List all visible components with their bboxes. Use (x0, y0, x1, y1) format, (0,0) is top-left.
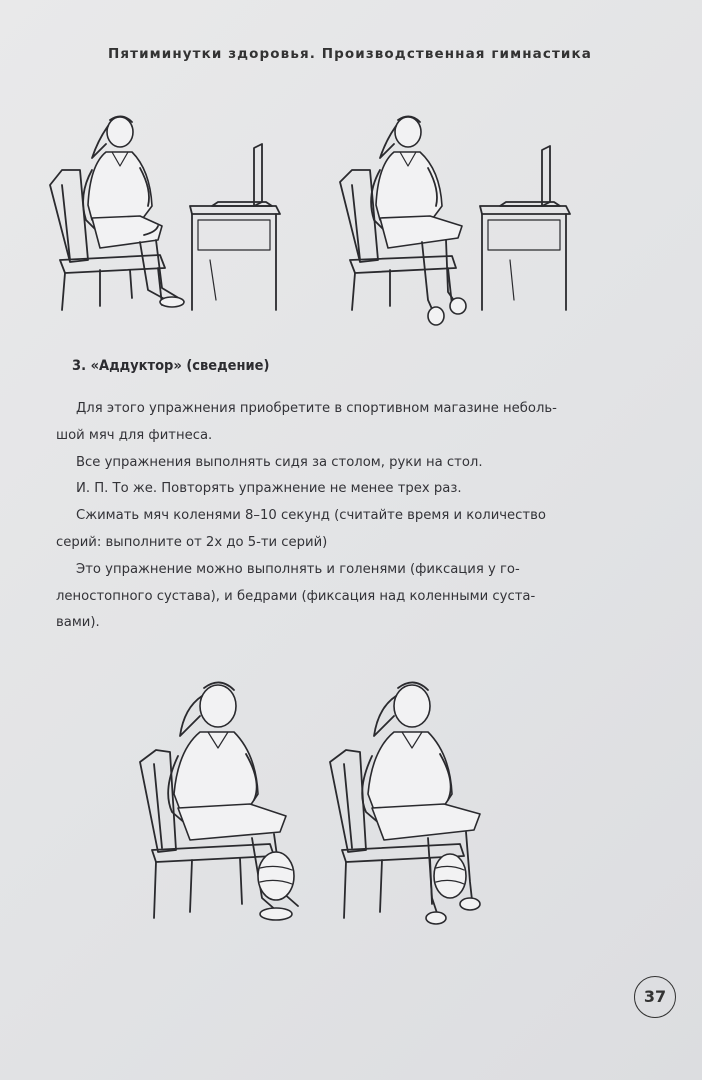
text-line: вами). (56, 615, 100, 631)
seated-woman-ball-shins-drawing (130, 672, 320, 932)
exercise-heading: 3. «Аддуктор» (сведение) (72, 358, 270, 374)
text-line: Это упражнение можно выполнять и голенями (фиксация у го- (76, 561, 520, 577)
text-line: леностопного сустава), и бедрами (фиксация над коленными суста- (56, 588, 536, 604)
text-line: шой мяч для фитнеса. (56, 427, 213, 443)
illustration-bottom-left (130, 672, 320, 932)
text-line: серий: выполните от 2х до 5-ти серий) (56, 534, 328, 550)
text-line: Сжимать мяч коленями 8–10 секунд (считайте время и количество (76, 508, 546, 524)
seated-woman-desk-squeeze-drawing (330, 110, 590, 330)
illustration-top-right (330, 110, 590, 330)
page-number: 37 (634, 976, 676, 1018)
text-line: Все упражнения выполнять сидя за столом, руки на стол. (76, 454, 483, 470)
text-line: Для этого упражнения приобретите в спортивном магазине неболь- (76, 401, 557, 416)
illustration-top-left (40, 110, 300, 325)
seated-woman-desk-drawing (40, 110, 300, 325)
running-header: Пятиминутки здоровья. Производственная гимнастика (108, 46, 592, 62)
text-line: И. П. То же. Повторять упражнение не менее трех раз. (76, 481, 462, 497)
exercise-description (56, 396, 586, 637)
seated-woman-squeeze-shins-drawing (320, 672, 510, 932)
illustration-bottom-right (320, 672, 510, 932)
